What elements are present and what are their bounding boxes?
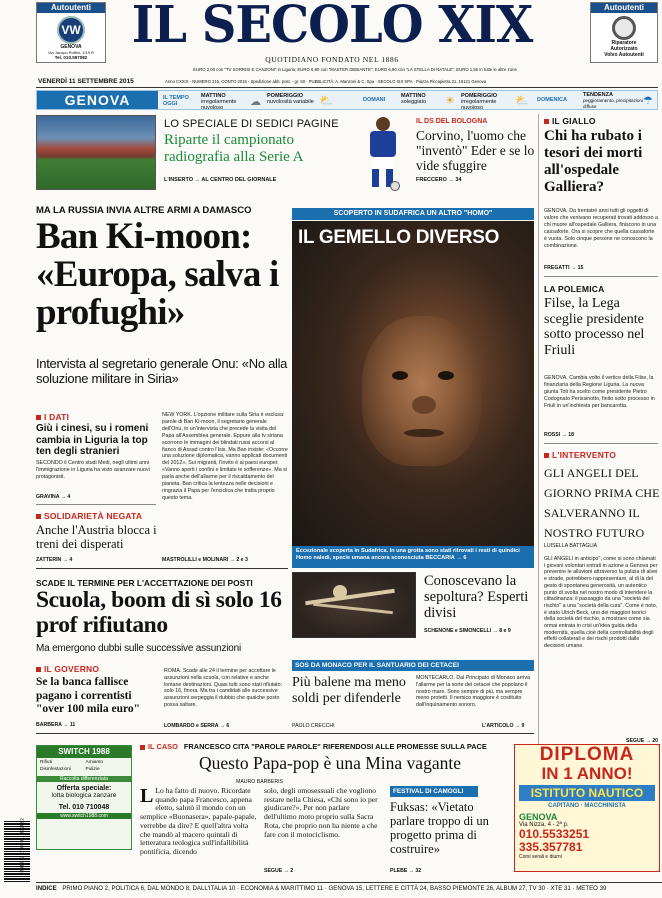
mouth-shape [404,429,444,437]
sos-headline[interactable]: Più balene ma meno soldi per difenderle [292,675,406,706]
index-items: PRIMO PIANO 2, POLITICA 6, DAL MONDO 8, DALL'ITALIA 10 · ECONOMIA & MARITTIMO 11 · GENOVA 15, LETTERE E CITTÀ 24, BASSO PIEMONTE 26, ALBUM 27, TV 30 · XTE 31 · METEO 39 [62,885,607,892]
intervento-kicker [544,450,616,460]
weather-today-morning-label: MATTINO [201,93,226,99]
promo-side-kicker: IL DS DEL BOLOGNA [416,118,488,125]
weather-tomorrow-afternoon [461,93,511,111]
stadium-photo[interactable] [36,115,156,190]
main-kicker: MA LA RUSSIA INVIA ALTRE ARMI A DAMASCO [36,205,252,216]
weather-sunday-trend [583,92,643,110]
price-line: EURO 2,00 con "TV SORRISI E CANZONI" in Liguria; EURO 6,80 con "MASTER DEBIANTE"; EURO 6,90 con "LA STELLA DI NATALE"; EURO 1,50 in tutte le altre zone [193,67,517,72]
roma-body: ROMA. Scade alle 24 il termine per accettare le assunzioni nella scuola, con relative e anche lontane destinazioni. Quasi tutti sono stati rifiutato: solo 16, finora. Ma tra i candidati alle successive assunzioni serpeggia il dubbio che qualche posto possa saltare. [164,668,283,708]
bones-photo[interactable] [292,572,416,638]
left-ad-addr: Via Jacopo Ruffini, 1/19 R [47,50,95,55]
weather-tomorrow-morning-desc: soleggiato [401,99,427,105]
photo-kicker: SCOPERTO IN SUDAFRICA UN ALTRO "HOMO" [292,208,534,220]
face-shape [362,316,482,466]
bullet-icon [544,453,549,458]
caso-col1-text: Lo ha fatto di nuovo. Ricordate quando papa Francesco, appena eletto, salutò il mondo con un semplice «Buonasera», papale-papale, verrebbe da dire? E quell'altra volta che mandò al macero quintali di letteratura teologica sull'infallibilità pontificia, dicendo [140,786,257,856]
switch-ad-title: SWITCH 1988 [37,746,131,758]
right-ad-top: Autoutenti [591,3,657,13]
switch-ad-items [37,758,131,774]
diploma-ad-addr: Via Nizza, 4 - 2ª p. [519,822,569,828]
photo-caption-text: Eccezionale scoperta in Sudafrica. In una grotta sono stati ritrovati i resti di quindici Homo naledi, specie umana ancora sconosciuta [296,548,520,561]
intervento-author: LUISELLA BATTAGLIA [544,543,598,549]
solidarieta-headline[interactable]: Anche l'Austria blocca i treni dei disperati [36,523,157,551]
edition-info: Anno CXXIX - NUMERO 215, CONTO 2015 - Spedizione abb. post. - gr. 50 · PUBBLICITÀ: A. Manzoni & C. Spa · SECOLO XIX SPA - Piazza Piccapietra 21, 16121 Genova [165,79,487,84]
giallo-headline[interactable]: Chi ha rubato i tesori dei morti all'ospedale Galliera? [544,128,643,195]
eye-right [438,371,454,380]
left-ad-tel: Tel. 010.597082 [54,55,88,60]
bullet-icon [36,514,41,519]
weather-tomorrow-afternoon-desc: irregolarmente nuvoloso [461,99,497,111]
bullet-icon [36,667,41,672]
switch-ad-line3: lotta biologica zanzare [51,792,117,799]
weather-sunday-trend-desc: peggioramento, precipitazioni diffuse [583,98,644,109]
photo-caption [292,546,534,568]
giallo-kicker [544,116,596,126]
governo-headline[interactable]: Se la banca fallisce pagano i correntisti "over 100 mila euro" [36,676,141,715]
photo-caption-sig: BECCARIA → 6 [425,554,467,561]
weather-tomorrow-morning [401,93,447,105]
weather-today-afternoon-desc: nuvolosità variabile [267,99,314,105]
scuola-subhead: Ma emergono dubbi sulle successive assunzioni [36,643,242,654]
giallo-sig: FREGATTI → 15 [544,265,584,271]
solidarieta-kicker [36,511,142,521]
switch-item: Pulizie [85,767,100,772]
index-bar [36,882,662,894]
festival-sig: PLEBE → 32 [390,868,422,874]
switch-ad-line2: Offerta speciale: [56,785,112,792]
volvo-logo-icon [612,16,636,40]
caso-sig: SEGUE → 2 [264,868,294,874]
promo-ref[interactable]: L'INSERTO → AL CENTRO DEL GIORNALE [164,177,277,183]
intervento-sig: SEGUE → 20 [626,738,659,744]
governo-sig: BARBERA → 11 [36,722,76,728]
weather-sunday-label: DOMENICA [537,97,567,103]
bullet-icon [140,745,145,750]
promo-kicker: LO SPECIALE DI SEDICI PAGINE [164,118,339,130]
caso-col1 [140,787,258,857]
masthead-title: IL SECOLO XIX [131,0,533,55]
nose-shape [412,396,436,414]
dati-kicker-text: I DATI [44,412,70,422]
promo-side-ref: FRECCERO → 34 [416,177,462,183]
giallo-kicker-text: IL GIALLO [552,116,596,126]
diploma-ad-line2: IN 1 ANNO! [541,764,633,783]
dati-sig: GRAVINA → 4 [36,494,71,500]
caso-subkicker: FRANCESCO CITA "PAROLE PAROLE" RIFERENDOSI ALLE PROMESSE SULLA PACE [183,742,487,751]
barcode-number: 80910 9 770391 892002 [20,818,26,875]
left-ad-brand: GENOVA [60,44,82,50]
polemica-sig: ROSSI → 18 [544,432,574,438]
sun-icon: ☀ [445,95,455,107]
weather-sunday-trend-label: TENDENZA [583,92,613,98]
dropcap-l: L [140,785,154,807]
diploma-ad-city: GENOVA [519,812,558,822]
sun-cloud-icon: ⛅ [319,95,333,107]
edition-date: VENERDÌ 11 SETTEMBRE 2015 [38,78,134,85]
photo-overlay-title: IL GEMELLO DIVERSO [298,227,500,248]
diploma-ad-tel2[interactable]: 335.357781 [519,840,583,854]
switch-item: Rifiuti [40,760,52,765]
left-masthead-ad[interactable] [36,2,106,63]
footballer-photo[interactable] [362,115,406,193]
giallo-body: GENOVA. Da trentatré anni tutti gli oggetti di valore che venivano recuperati trovati addosso a chi muore all'ospedale Galliera, finiscono in una cassaforte. Ora si scopre che quella cassaforte è vuota. Solo cinque persone ne conoscono la combinazione. [544,208,658,249]
diploma-ad-tel1[interactable]: 010.5533251 [519,827,590,841]
homo-naledi-photo[interactable] [292,221,534,546]
vw-logo-icon: VW [57,16,85,44]
switch-item: Disinfestazioni [40,767,71,772]
weather-today-afternoon [267,93,317,105]
intervento-kicker-text: L'INTERVENTO [552,450,617,460]
festival-kicker: FESTIVAL DI CAMOGLI [390,786,478,797]
caso-headline[interactable]: Questo Papa-pop è una Mina vagante [199,753,461,773]
eye-left [392,371,408,380]
photo-sub-headline[interactable]: Conoscevano la sepoltura? Esperti divisi [424,573,529,621]
dati-body: SECONDO il Centro studi Medi, negli ultimi anni l'immigrazione in Liguria ha visto avanzare nuovi protagonisti. [36,460,150,480]
right-ad-line3: Volvo Autoutenti [604,52,644,58]
intervento-body: GLI ANGELI in anticipo", come si sono chiamati i giovani volontari entrati in azione a Genova per prevenire le alluvioni attraverso la pulizia di alvei e strade, potrebbero rappresentare, al di là del gesto di spontanea generosità, un autentico punto di svolta nel nostro modo di intendere la cittadinanza: il passaggio da una "società del rischio" a una "società della cura". Come è noto, è stato Ulrich Beck, uno dei maggiori teorici della società del rischio, a mostrare come sia ormai entrata in crisi un'idea guida della modernità, quella cioè della controllabilità degli effetti collaterali e dei rischi prodotti dalle decisioni umane. [544,556,658,650]
sos-kicker: SOS DA MONACO PER IL SANTUARIO DEI CETACEI [292,660,534,671]
bullet-icon [36,415,41,420]
switch-ad-web[interactable]: www.switch1988.com [37,813,131,819]
caso-author: MAURO BARBERIS [236,779,283,785]
polemica-body: GENOVA. Cambia volto il vertice della Filse, la finanziaria della Regione Liguria. La nuova giunta Toti ha scelto come presidente Pietro Codognato Perissinotto, finito sotto processo in Friuli in un'inchiesta per bancarotta. [544,375,655,409]
caso-kicker-bar [140,742,534,751]
photo-sub-sig: SCHENONE e SIMONCELLI → 8 e 9 [424,628,511,634]
governo-kicker [36,664,99,674]
switch-item: Amianto [85,760,104,765]
diploma-ad-roles: CAPITANO · MACCHINISTA [548,803,626,809]
weather-bar [36,90,658,110]
main-subhead: Intervista al segretario generale Onu: «No alla soluzione militare in Siria» [36,356,288,386]
masthead-tagline: QUOTIDIANO FONDATO NEL 1886 [265,55,399,64]
right-ad-line1: Riparatore [611,40,637,46]
roma-sig: LOMBARDO e SERRA → 6 [164,723,230,729]
solidarieta-sig: ZATTERIN → 4 [36,557,73,563]
promo-side-headline[interactable]: Corvino, l'uomo che "inventò" Eder e se lo vide sfuggire [416,128,535,173]
weather-today-label: IL TEMPO OGGI [163,95,189,107]
diploma-ad-note: Corsi serali e diurni [519,854,562,860]
diploma-ad-line1: DIPLOMA [539,744,635,765]
sos-sig2: L'ARTICOLO → 9 [482,723,525,729]
weather-tomorrow-afternoon-label: POMERIGGIO [461,93,498,99]
right-ad-line2: Autorizzato [610,46,638,52]
main-headline[interactable]: Ban Ki-moon: «Europa, salva i profughi» [36,216,279,333]
dati-headline[interactable]: Giù i cinesi, su i romeni cambia in Liguria la top ten degli stranieri [36,423,149,457]
sos-body: MONTECARLO. Dal Principato di Monaco arriva l'allarme per la sorte dei cetacei che popolano il nostro mare. Sono sempre di più, ma sempre meno protetti. Il nemico maggiore è costituito dall'inquinamento sonoro. [416,675,530,709]
weather-city: GENOVA [37,91,158,109]
intervento-headline[interactable]: GLI ANGELI DEL GIORNO PRIMA CHE SALVERANNO IL NOSTRO FUTURO [544,466,660,540]
weather-today-morning-desc: irregolarmente nuvoloso [201,99,237,111]
main-sig: MASTROLILLI e MOLINARI → 2 e 3 [162,557,248,563]
festival-headline[interactable]: Fuksas: «Vietato parlare troppo di un progetto prima di costruire» [390,800,489,856]
switch-1988-ad[interactable] [36,745,132,850]
weather-tomorrow-morning-label: MATTINO [401,93,426,99]
barcode [4,820,30,882]
promo-headline[interactable]: Riparte il campionato radiografia alla Serie A [164,132,304,165]
weather-today-afternoon-label: POMERIGGIO [267,93,304,99]
sos-sig: PAOLO CRECCHI [292,723,335,729]
polemica-headline[interactable]: Filse, la Lega sceglie presidente sotto processo nel Friuli [544,296,645,358]
switch-ad-tel: Tel. 010 710048 [58,803,110,811]
cloud-icon: ☁ [250,96,261,108]
right-masthead-ad[interactable] [590,2,658,63]
left-ad-top: Autoutenti [37,3,105,13]
main-body: NEW YORK. L'opzione militare sulla Siria è esclusa: parole di Ban Ki-moon, il segretario generale dell'Onu, in un'intervista che precede la visita del Papa all'Assemblea generale. Eppure alla tv siriana scorrono le immagini dei blindati russi accorsi al fianco di Assad contro l'Isis. Ma Ban insiste: «Occorre una soluzione diplomatica, vanno applicati documenti del 2012». Sui migranti, l'invito è ai paesi europei: «Vanno aperti i confini e limitate le sofferenze». Ma si parla anche dell'allarme per il riscaldamento del pianeta. Ban critica la lentezza nelle decisioni e ringrazia il Papa per l'enciclica che tratta proprio questo tema. [162,412,288,501]
scuola-kicker: SCADE IL TERMINE PER L'ACCETTAZIONE DEI POSTI [36,578,253,588]
scuola-headline[interactable]: Scuola, boom di sì solo 16 prof rifiutano [36,587,282,638]
diploma-ad-school: ISTITUTO NAUTICO [519,785,655,801]
caso-col2: solo, degli omosessuali che vogliono restare nella Chiesa, «Chi sono io per giudicare?». Per non parlare dell'ultimo moto proprio sulla Sacra Rota, che proprio non ha niente a che fare con il motociclismo. [264,786,378,839]
solidarieta-kicker-text: SOLIDARIETÀ NEGATA [44,511,143,521]
polemica-kicker: LA POLEMICA [544,284,605,294]
weather-tomorrow-label: DOMANI [363,97,386,103]
sun-cloud-icon-2: ⛅ [515,95,529,107]
weather-today-morning [201,93,251,111]
bullet-icon [544,119,549,124]
dati-kicker [36,412,69,422]
index-label: INDICE [36,885,57,892]
rain-icon: ☂ [643,95,653,107]
diploma-ad[interactable] [514,744,660,872]
governo-kicker-text: IL GOVERNO [44,664,100,674]
switch-ad-line1: Raccolta differenziata [37,776,131,782]
caso-kicker: IL CASO [148,742,178,751]
